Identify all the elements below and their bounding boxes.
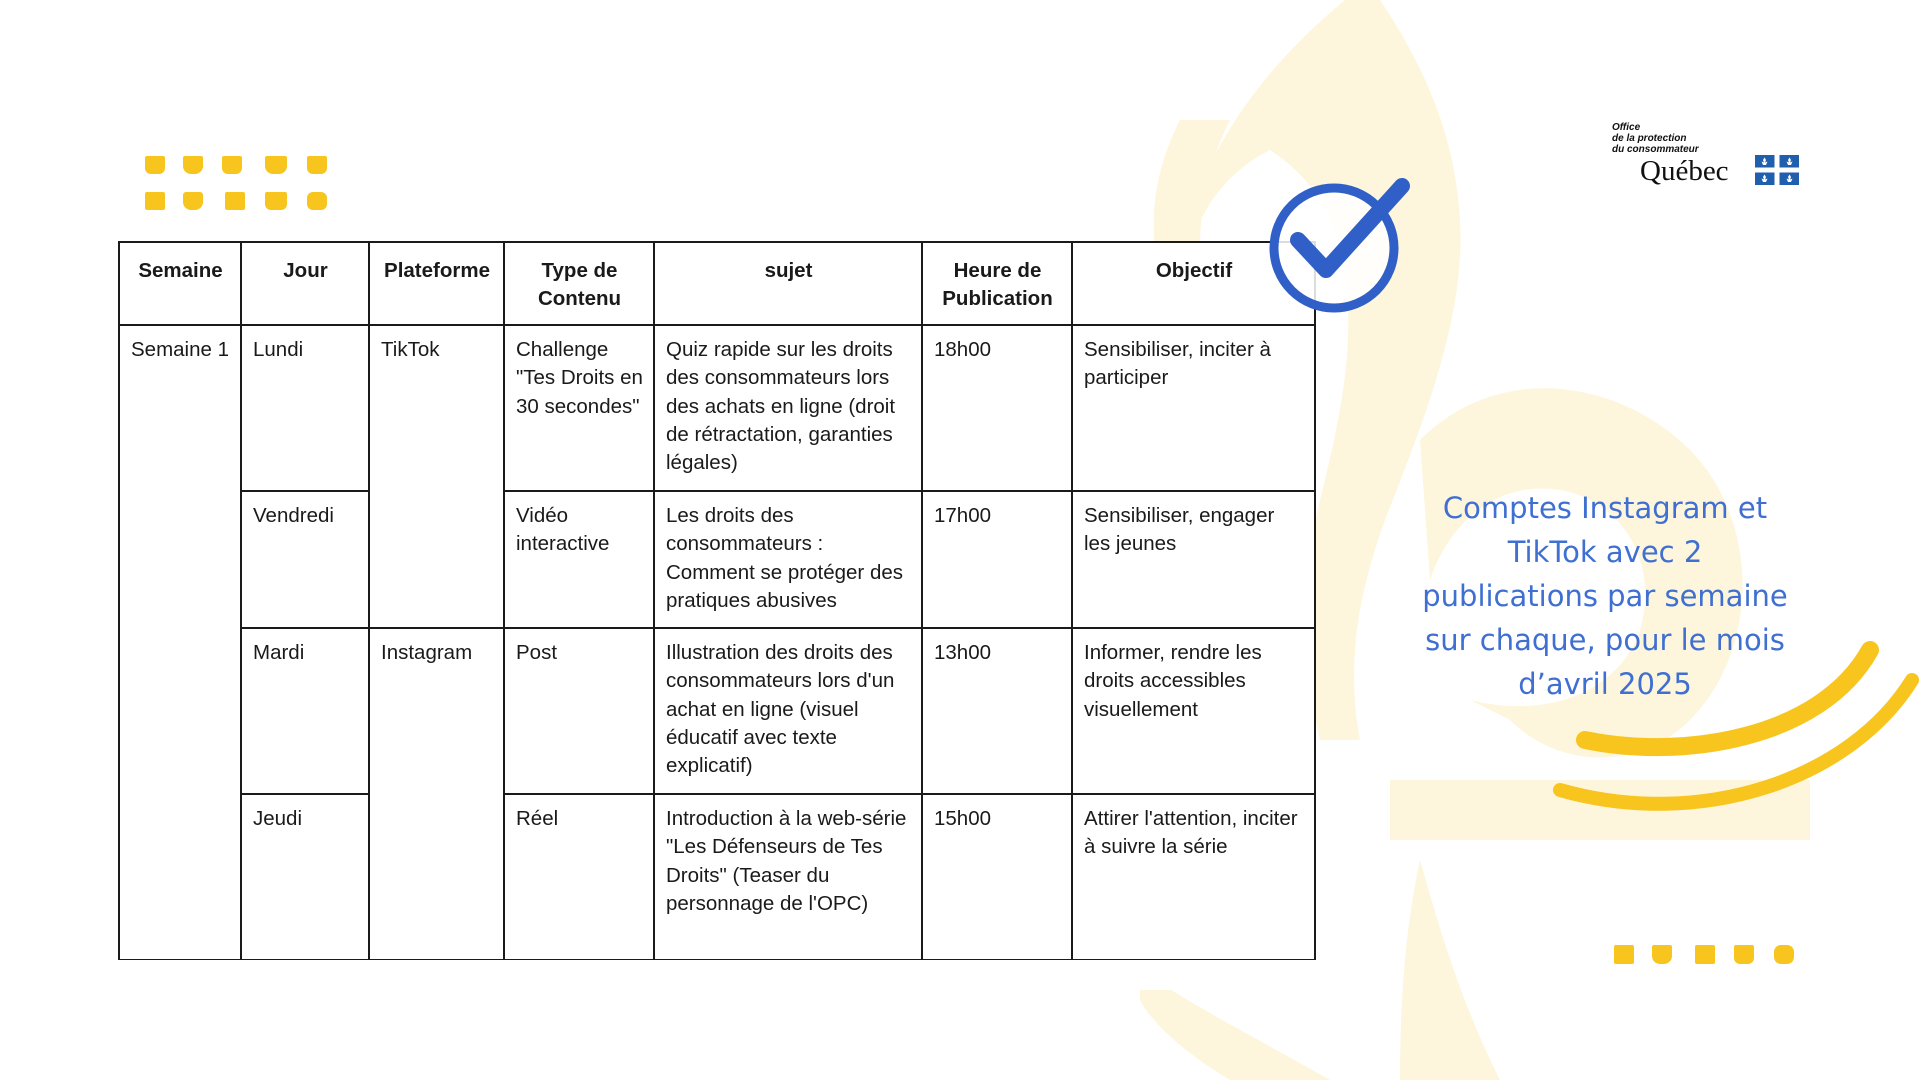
yellow-dash [1614,945,1634,964]
yellow-dash [145,192,165,210]
campaign-description: Comptes Instagram et TikTok avec 2 publications par semaine sur chaque, pour le mois d’avril 2025 [1422,491,1788,701]
cell-sujet: Introduction à la web-série "Les Défenseurs de Tes Droits" (Teaser du personnage de l'OPC) [654,794,922,960]
yellow-dash [1774,945,1794,964]
cell-sujet: Les droits des consommateurs : Comment se protéger des pratiques abusives [654,491,922,628]
cell-sujet: Illustration des droits des consommateurs lors d'un achat en ligne (visuel éducatif avec texte explicatif) [654,628,922,794]
cell-jour: Mardi [241,628,369,794]
cell-type: Challenge "Tes Droits en 30 secondes" [504,325,654,491]
yellow-dash [183,156,203,174]
check-circle-icon [1262,178,1422,318]
table-row [119,794,1315,960]
cell-type: Réel [504,794,654,960]
cell-heure: 15h00 [922,794,1072,960]
header-type-line2: Contenu [537,287,622,311]
yellow-dash [222,156,242,174]
table-row [119,325,1315,491]
logo-line-consommateur: du consommateur [1612,144,1699,155]
yellow-dash [1652,945,1672,964]
yellow-dash [1734,945,1754,964]
header-sujet: sujet [654,242,922,325]
table-header-row [119,242,1315,325]
header-plateforme: Plateforme [369,242,504,325]
cell-jour: Lundi [241,325,369,491]
table-row [119,491,1315,628]
opc-quebec-logo [1610,122,1800,192]
logo-line-office: Office [1612,122,1641,133]
cell-plateforme-instagram: Instagram [369,628,504,960]
logo-wordmark: Québec [1640,155,1729,187]
logo-line-protection: de la protection [1612,133,1687,144]
header-semaine: Semaine [119,242,241,325]
cell-objectif: Sensibiliser, engager les jeunes [1072,491,1315,628]
cell-heure: 18h00 [922,325,1072,491]
yellow-dash [145,156,165,174]
cell-heure: 17h00 [922,491,1072,628]
yellow-dash [265,192,287,210]
cell-semaine: Semaine 1 [119,325,241,960]
cell-plateforme-tiktok: TikTok [369,325,504,628]
header-type-contenu [504,242,654,325]
yellow-dash [265,156,287,174]
cell-objectif: Attirer l'attention, inciter à suivre la série [1072,794,1315,960]
cell-heure: 13h00 [922,628,1072,794]
table-row [119,628,1315,794]
cell-type: Post [504,628,654,794]
cell-jour: Vendredi [241,491,369,628]
fleurdelise-flag-icon [1755,155,1799,185]
header-objectif: Objectif [1072,242,1315,325]
yellow-dash [1695,945,1715,964]
cell-jour: Jeudi [241,794,369,960]
cell-type: Vidéo interactive [504,491,654,628]
header-heure-line2: Publication [942,287,1053,311]
yellow-dash [183,192,203,210]
yellow-dash [225,192,245,210]
table-crop-edge [110,960,1330,990]
publication-schedule-table [118,241,1316,961]
yellow-dash [307,156,327,174]
header-heure-line1: Heure de [953,259,1042,282]
header-jour: Jour [241,242,369,325]
cell-sujet: Quiz rapide sur les droits des consommateurs lors des achats en ligne (droit de rétractation, garanties légales) [654,325,922,491]
cell-objectif: Sensibiliser, inciter à participer [1072,325,1315,491]
header-heure-publication [922,242,1072,325]
cell-objectif: Informer, rendre les droits accessibles visuellement [1072,628,1315,794]
yellow-dash [307,192,327,210]
header-type-line1: Type de [541,259,618,282]
